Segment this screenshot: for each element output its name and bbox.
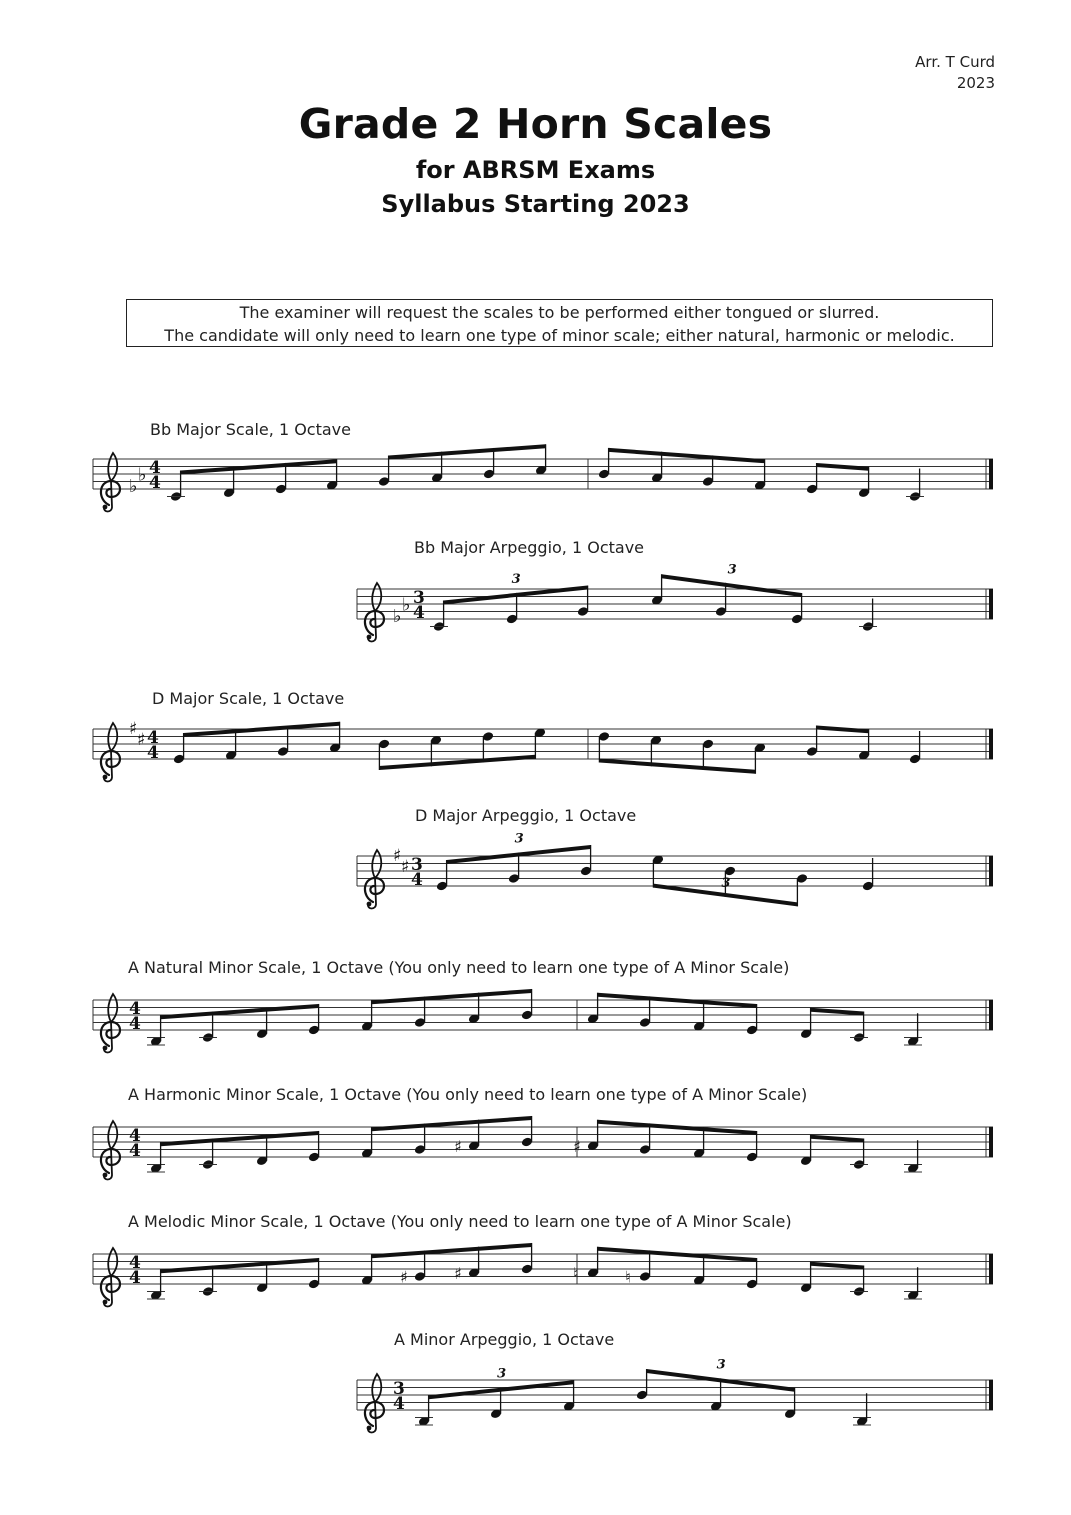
key-flat-e: ♭ (402, 594, 411, 616)
instruction-line-1: The examiner will request the scales to be performed either tongued or slurred. (239, 303, 880, 322)
treble-clef-dot (367, 902, 372, 907)
exercise-label-bb-major-arpeggio: Bb Major Arpeggio, 1 Octave (414, 538, 645, 557)
triplet-number: 3 (721, 876, 731, 891)
time-signature-top: 4 (147, 728, 159, 748)
time-signature-top: 4 (129, 999, 141, 1019)
time-signature-bottom: 4 (129, 1141, 141, 1161)
time-signature-top: 3 (393, 1379, 405, 1399)
exercise-label-a-harmonic-minor: A Harmonic Minor Scale, 1 Octave (You only need to learn one type of A Minor Scale) (128, 1085, 808, 1104)
subtitle-exam-board: for ABRSM Exams (415, 156, 656, 184)
key-flat-b: ♭ (393, 605, 402, 627)
note-beam (444, 586, 588, 605)
triplet-number: 3 (716, 1357, 726, 1373)
note-accidental: ♮ (625, 1267, 631, 1287)
instruction-line-2: The candidate will only need to learn one type of minor scale; either natural, harmonic or melodic. (164, 326, 955, 345)
time-signature-top: 3 (413, 588, 425, 608)
final-barline-thick (989, 1127, 993, 1157)
note-beam (372, 1243, 532, 1258)
time-signature-bottom: 4 (129, 1014, 141, 1034)
note-beam (609, 448, 765, 463)
page-title: Grade 2 Horn Scales (298, 100, 773, 148)
treble-clef-icon (101, 723, 120, 782)
time-signature-bottom: 4 (149, 473, 161, 493)
key-sharp-c: ♯ (137, 730, 146, 750)
note-beam (161, 1004, 319, 1019)
treble-clef-icon (101, 453, 120, 512)
exercise-label-a-natural-minor: A Natural Minor Scale, 1 Octave (You only need to learn one type of A Minor Scale) (128, 958, 790, 977)
exercise-label-d-major-scale: D Major Scale, 1 Octave (152, 689, 345, 708)
treble-clef-dot (103, 1046, 108, 1051)
note-beam (161, 1258, 319, 1273)
note-beam (817, 726, 869, 734)
note-beam (817, 463, 869, 471)
final-barline-thick (989, 459, 993, 489)
final-barline-thick (989, 1380, 993, 1410)
treble-clef-dot (367, 635, 372, 640)
treble-clef-dot (103, 1173, 108, 1178)
note-beam (372, 1116, 532, 1131)
time-signature-bottom: 4 (411, 870, 423, 890)
treble-clef-icon (365, 850, 384, 909)
arrangement-year: 2023 (956, 74, 995, 92)
treble-clef-dot (103, 505, 108, 510)
note-beam (389, 444, 546, 459)
final-barline-thick (989, 856, 993, 886)
note-beam (811, 1262, 864, 1270)
note-accidental: ♯ (400, 1267, 408, 1287)
note-beam (662, 574, 802, 597)
final-barline-thick (989, 1000, 993, 1030)
key-sharp-c: ♯ (401, 857, 410, 877)
triplet-number: 3 (497, 1366, 507, 1382)
final-barline-thick (989, 589, 993, 619)
note-beam (379, 755, 535, 770)
exercise-label-a-melodic-minor: A Melodic Minor Scale, 1 Octave (You only need to learn one type of A Minor Scale) (128, 1212, 792, 1231)
exercise-label-bb-major-scale: Bb Major Scale, 1 Octave (150, 420, 351, 439)
exercise-label-d-major-arpeggio: D Major Arpeggio, 1 Octave (415, 806, 637, 825)
time-signature-bottom: 4 (129, 1268, 141, 1288)
triplet-number: 3 (514, 831, 524, 847)
time-signature-bottom: 4 (413, 603, 425, 623)
note-beam (599, 759, 755, 774)
note-accidental: ♮ (573, 1263, 579, 1283)
triplet-number: 3 (727, 562, 737, 578)
subtitle-syllabus: Syllabus Starting 2023 (381, 190, 690, 218)
treble-clef-icon (365, 583, 384, 642)
note-accidental: ♯ (454, 1263, 462, 1283)
exercise-label-a-minor-arpeggio: A Minor Arpeggio, 1 Octave (394, 1330, 615, 1349)
key-sharp-f: ♯ (129, 718, 138, 739)
treble-clef-icon (365, 1374, 384, 1433)
time-signature-bottom: 4 (147, 743, 159, 763)
final-barline-thick (989, 729, 993, 759)
treble-clef-dot (103, 775, 108, 780)
treble-clef-icon (101, 1248, 120, 1307)
final-barline-thick (989, 1254, 993, 1284)
treble-clef-dot (367, 1426, 372, 1431)
note-beam (811, 1135, 864, 1143)
note-beam (372, 989, 532, 1004)
key-flat-e: ♭ (138, 464, 147, 486)
treble-clef-icon (101, 1121, 120, 1180)
note-accidental: ♯ (573, 1136, 581, 1156)
time-signature-top: 4 (129, 1253, 141, 1273)
note-accidental: ♯ (454, 1136, 462, 1156)
arranger-name: Arr. T Curd (915, 53, 995, 71)
note-beam (161, 1131, 319, 1146)
note-beam (811, 1008, 864, 1016)
time-signature-bottom: 4 (393, 1394, 405, 1414)
time-signature-top: 4 (129, 1126, 141, 1146)
treble-clef-icon (101, 994, 120, 1053)
time-signature-top: 4 (149, 458, 161, 478)
treble-clef-dot (103, 1300, 108, 1305)
key-sharp-f: ♯ (393, 845, 402, 866)
time-signature-top: 3 (411, 855, 423, 875)
triplet-number: 3 (511, 572, 521, 587)
key-flat-b: ♭ (129, 475, 138, 497)
